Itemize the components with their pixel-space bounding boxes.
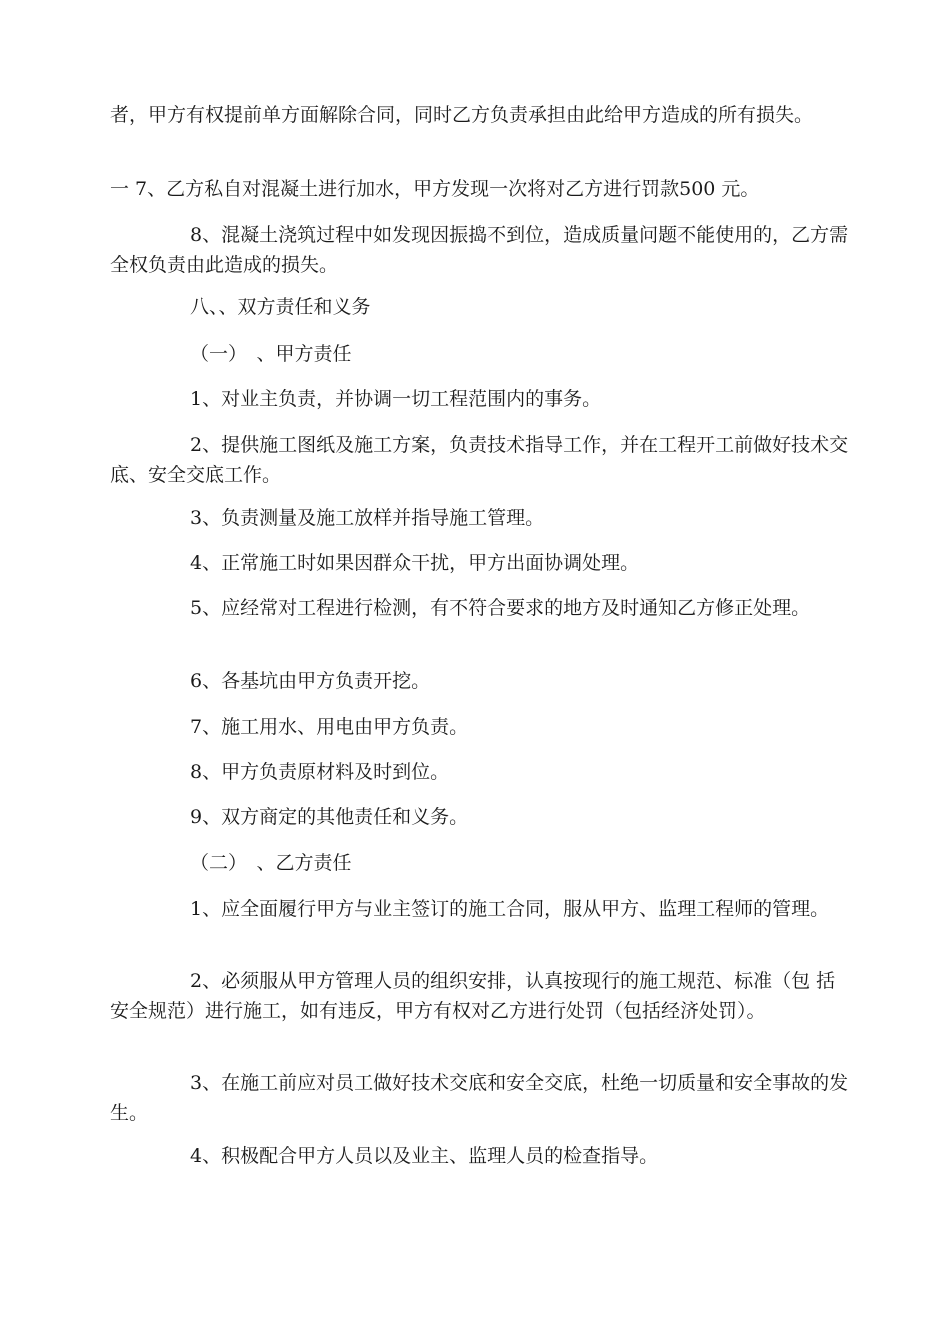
- paragraph-item-8-vibration: 8、混凝土浇筑过程中如发现因振捣不到位，造成质量问题不能使用的，乙方需全权负责由此造成的损失。: [110, 224, 849, 276]
- party-a-item-8: 8、甲方负责原材料及时到位。: [190, 761, 450, 783]
- paragraph-contract-termination: 者，甲方有权提前单方面解除合同，同时乙方负责承担由此给甲方造成的所有损失。: [110, 104, 814, 126]
- party-b-item-2: 2、必须服从甲方管理人员的组织安排，认真按现行的施工规范、标准（包 括安全规范）进行施工，如有违反，甲方有权对乙方进行处罚（包括经济处罚）。: [110, 970, 836, 1022]
- party-a-item-1: 1、对业主负责，并协调一切工程范围内的事务。: [190, 388, 602, 410]
- subsection-heading-party-b: （二） 、乙方责任: [190, 852, 352, 874]
- party-b-item-3: 3、在施工前应对员工做好技术交底和安全交底，杜绝一切质量和安全事故的发生。: [110, 1072, 849, 1124]
- subsection-heading-party-a: （一） 、甲方责任: [190, 343, 352, 365]
- party-a-item-2: 2、提供施工图纸及施工方案，负责技术指导工作，并在工程开工前做好技术交底、安全交底工作。: [110, 434, 849, 486]
- section-heading-eight: 八、、双方责任和义务: [190, 296, 371, 318]
- party-a-item-4: 4、正常施工时如果因群众干扰，甲方出面协调处理。: [190, 552, 640, 574]
- party-a-item-6: 6、各基坑由甲方负责开挖。: [190, 670, 431, 692]
- paragraph-item-7-water-penalty: 一 7、乙方私自对混凝土进行加水，甲方发现一次将对乙方进行罚款500 元。: [110, 178, 760, 200]
- party-a-item-7: 7、施工用水、用电由甲方负责。: [190, 716, 469, 738]
- party-a-item-5: 5、应经常对工程进行检测，有不符合要求的地方及时通知乙方修正处理。: [190, 597, 811, 619]
- party-a-item-9: 9、双方商定的其他责任和义务。: [190, 806, 469, 828]
- party-a-item-3: 3、负责测量及施工放样并指导施工管理。: [190, 507, 545, 529]
- party-b-item-1: 1、应全面履行甲方与业主签订的施工合同，服从甲方、监理工程师的管理。: [190, 898, 830, 920]
- party-b-item-4: 4、积极配合甲方人员以及业主、监理人员的检查指导。: [190, 1145, 659, 1167]
